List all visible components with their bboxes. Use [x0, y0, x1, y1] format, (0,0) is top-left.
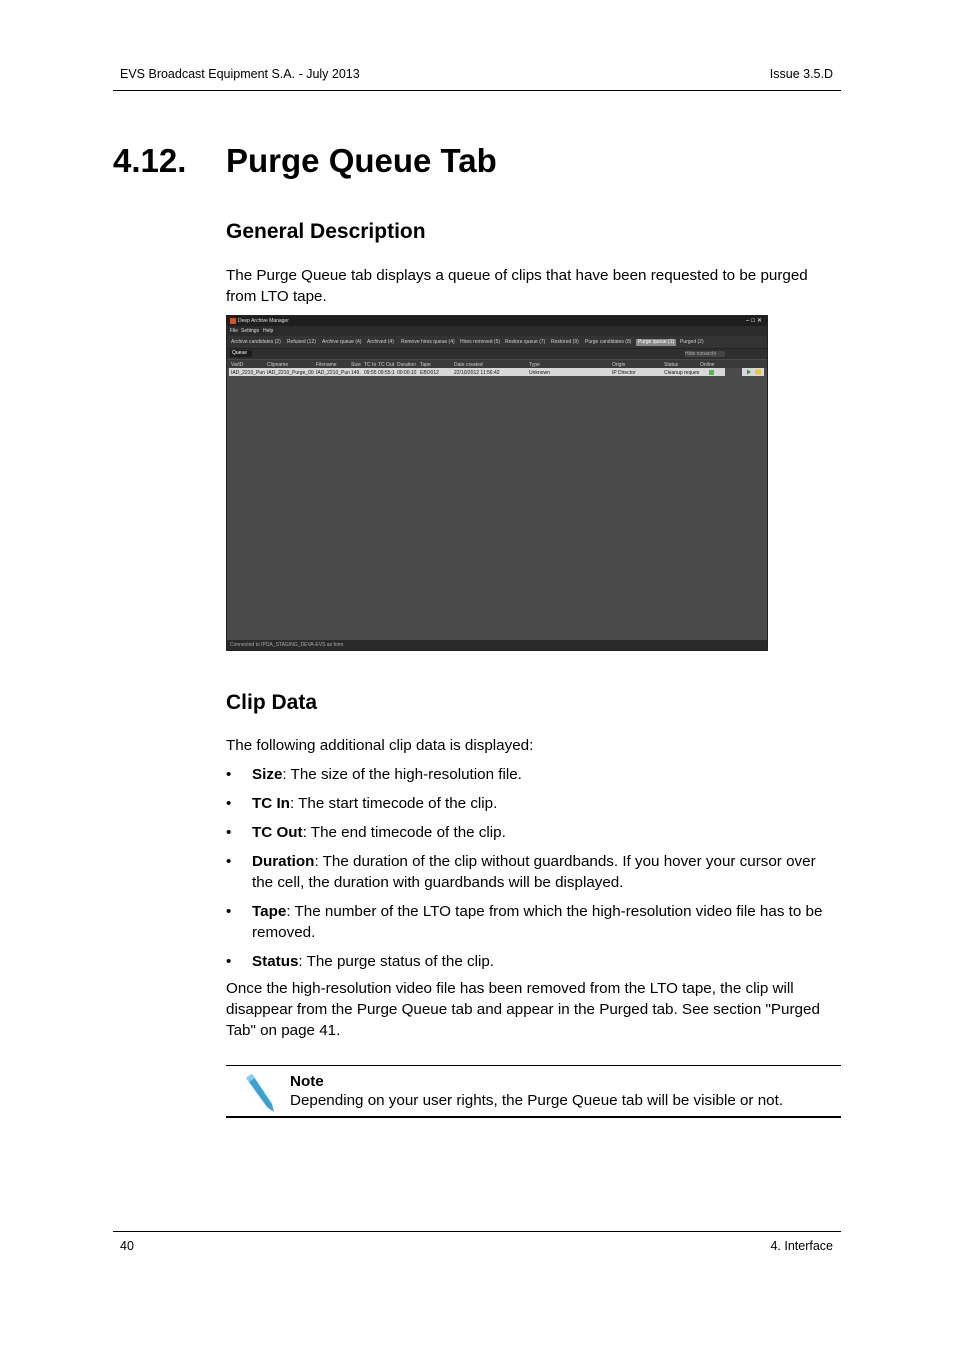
- note-text: Depending on your user rights, the Purge Queue tab will be visible or not.: [290, 1092, 784, 1109]
- general-description-heading: General Description: [226, 220, 426, 243]
- list-item: [226, 901, 838, 943]
- pencil-icon: [242, 1072, 276, 1112]
- tab-remove-hires-queue: Remove hires queue (4): [401, 339, 455, 345]
- menu-file: File: [230, 328, 239, 334]
- tab-archive-candidates: Archive candidates (2): [231, 339, 281, 345]
- list-item-term: TC Out: [252, 824, 303, 841]
- tab-hires-removed: Hires removed (5): [460, 339, 501, 345]
- tab-archived: Archived (4): [367, 339, 394, 345]
- list-item-term: Size: [252, 766, 283, 783]
- list-item: [226, 793, 838, 814]
- online-status-icon: [709, 370, 714, 375]
- column-header: Tape: [420, 361, 431, 368]
- list-item-desc: : The purge status of the clip.: [298, 953, 495, 970]
- list-item-desc: : The end timecode of the clip.: [302, 824, 506, 841]
- column-header: Origin: [612, 361, 626, 368]
- list-item-desc: : The duration of the clip without guardbands. If you hover your cursor over the cell, the duration with guardbands will be displayed.: [252, 853, 816, 891]
- list-item: [226, 764, 838, 785]
- connection-status: Connected to IPDA_STAGING_DEVA-EVS as form: [230, 642, 344, 648]
- queue-bar: [227, 349, 767, 359]
- menu-help: Help: [263, 328, 274, 334]
- bullet-icon: •: [226, 766, 232, 783]
- footer-chapter: 4. Interface: [770, 1239, 833, 1253]
- table-cell: IAD_2210_Pun: [316, 369, 350, 376]
- tab-purged: Purged (2): [680, 339, 704, 345]
- list-item-desc: : The start timecode of the clip.: [289, 795, 498, 812]
- column-header: Filename: [316, 361, 337, 368]
- table-cell: EBO012: [420, 369, 439, 376]
- bullet-icon: •: [226, 903, 232, 920]
- list-item-term: Status: [252, 953, 299, 970]
- section-number: 4.12.: [113, 142, 187, 179]
- table-cell: 09:55: [364, 369, 377, 376]
- bullet-icon: •: [226, 853, 232, 870]
- column-header: Duration: [397, 361, 416, 368]
- clip-data-heading: Clip Data: [226, 691, 318, 714]
- column-header: TC Out: [378, 361, 395, 368]
- app-title: Deep Archive Manager: [238, 317, 289, 324]
- list-item-term: Duration: [252, 853, 315, 870]
- tab-purge-candidates: Purge candidates (8): [585, 339, 632, 345]
- note-title: Note: [290, 1073, 324, 1090]
- menu-settings: Settings: [241, 328, 260, 334]
- column-header: Status: [664, 361, 679, 368]
- header-issue: Issue 3.5.D: [769, 67, 833, 81]
- clip-table-header: [227, 360, 767, 368]
- list-item: [226, 851, 838, 893]
- hide-filter-field: Hide nonarchi: [685, 351, 725, 357]
- app-tabbar: [227, 336, 767, 349]
- table-cell: 00:00:10: [397, 369, 417, 376]
- table-cell: IAD_2210_Pun: [231, 369, 265, 376]
- list-item-desc: : The size of the high-resolution file.: [282, 766, 522, 783]
- app-logo-icon: [230, 318, 236, 324]
- column-header: Online: [700, 361, 715, 368]
- table-cell: IAD_2210_Purge_00: [267, 369, 314, 376]
- column-header: Type: [529, 361, 540, 368]
- tab-purge-queue: Purge queue (1): [638, 338, 675, 345]
- list-item: [226, 951, 838, 972]
- clip-data-intro: The following additional clip data is displayed:: [226, 737, 534, 754]
- app-screenshot: [226, 315, 768, 651]
- tab-archive-queue: Archive queue (4): [322, 339, 362, 345]
- note-box: [226, 1065, 841, 1118]
- table-cell: 149.: [351, 369, 361, 376]
- page-header: [113, 58, 841, 91]
- app-statusbar: [227, 640, 767, 650]
- page-number: 40: [120, 1239, 134, 1253]
- table-cell: IP Director: [612, 369, 636, 376]
- table-row: [229, 368, 725, 376]
- bullet-icon: •: [226, 795, 232, 812]
- list-item-term: Tape: [252, 903, 287, 920]
- clip-data-outro: Once the high-resolution video file has been removed from the LTO tape, the clip will disappear from the Purge Queue tab and appear in the Purged tab. See section "Purged Tab" on page 41.: [226, 980, 820, 1039]
- column-header: Clipname: [267, 361, 289, 368]
- column-header: VarID: [231, 361, 244, 368]
- column-header: TC In: [364, 361, 377, 368]
- section-title: Purge Queue Tab: [226, 142, 497, 179]
- app-titlebar: [227, 316, 767, 326]
- window-controls-icon: –□✕: [746, 318, 764, 324]
- clip-data-list: [226, 764, 838, 980]
- section-heading: [113, 142, 497, 180]
- column-header: Date created: [454, 361, 483, 368]
- table-cell: 22/10/2012 11:56:42: [454, 369, 500, 376]
- tab-restore-queue: Restore queue (7): [505, 339, 546, 345]
- bullet-icon: •: [226, 824, 232, 841]
- table-cell: Unknown: [529, 369, 550, 376]
- play-icon: [742, 368, 764, 376]
- column-header: Size: [351, 361, 361, 368]
- list-item-term: TC In: [252, 795, 290, 812]
- bullet-icon: •: [226, 953, 232, 970]
- header-publisher: EVS Broadcast Equipment S.A. - July 2013: [120, 67, 360, 81]
- queue-label: Queue: [230, 350, 252, 357]
- table-cell: 09:55:1: [378, 369, 395, 376]
- general-description-text: The Purge Queue tab displays a queue of clips that have been requested to be purged from LTO tape.: [226, 267, 808, 305]
- row-actions: [742, 368, 764, 376]
- page-footer: [113, 1231, 841, 1253]
- list-item: [226, 822, 838, 843]
- tab-refused: Refused (12): [287, 339, 316, 345]
- table-cell: Cleanup reques: [664, 369, 700, 376]
- list-item-desc: : The number of the LTO tape from which the high-resolution video file has to be removed.: [252, 903, 823, 941]
- app-menubar: [227, 326, 767, 336]
- tab-restored: Restored (9): [551, 339, 579, 345]
